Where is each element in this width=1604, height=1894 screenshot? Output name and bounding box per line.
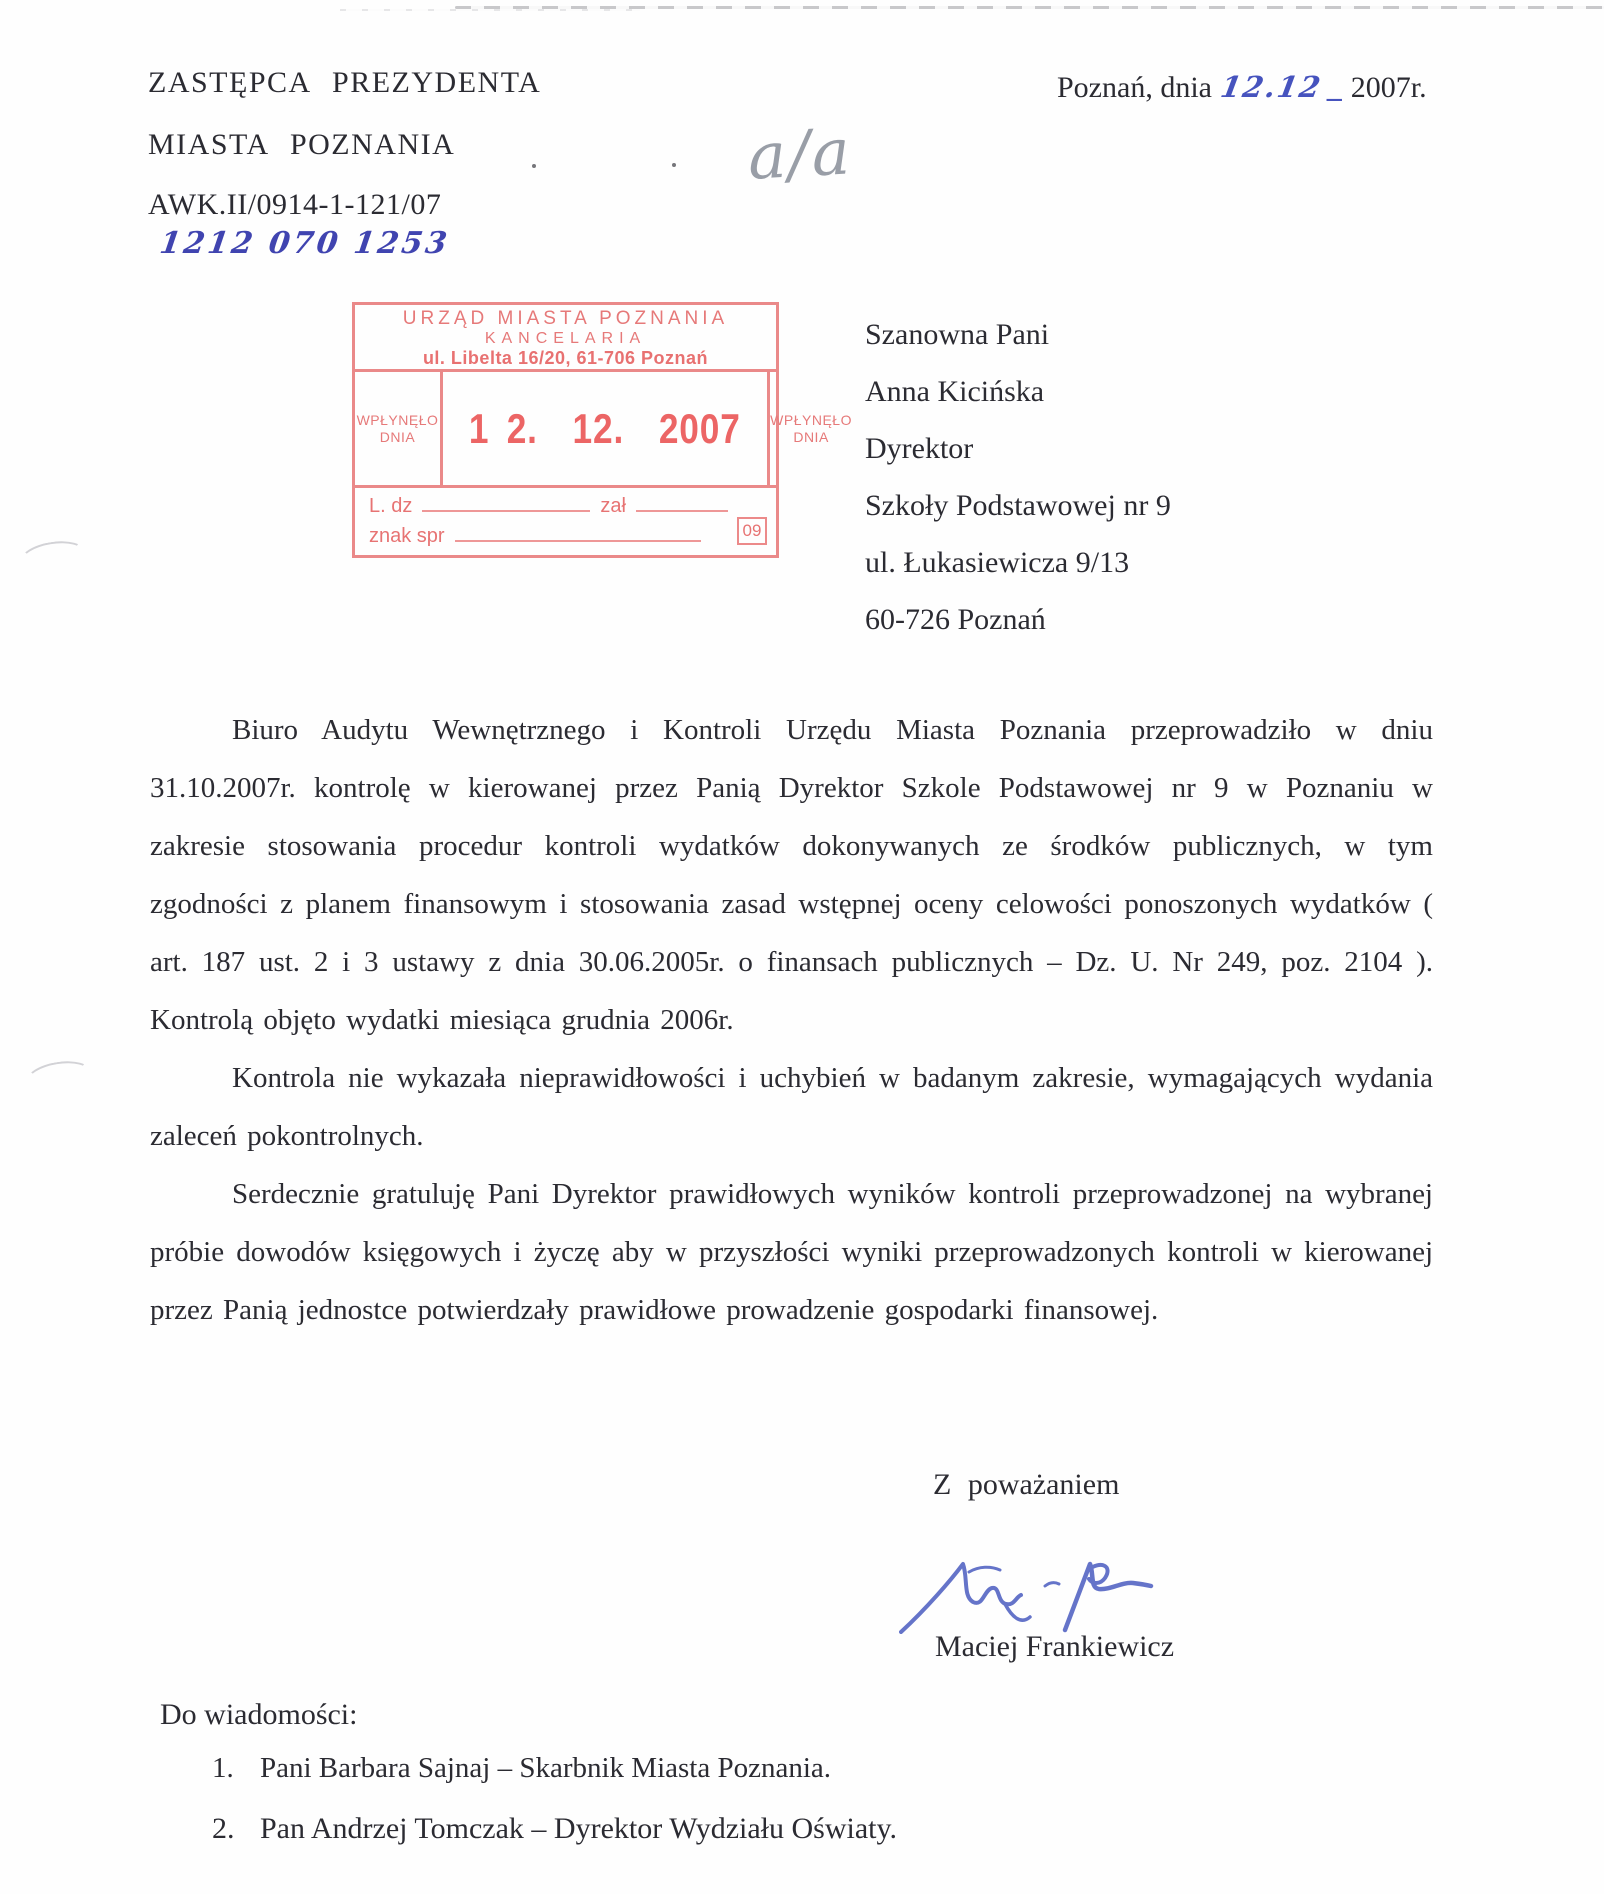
cc-item-1 — [212, 1752, 831, 1785]
cc-label: Do wiadomości: — [160, 1698, 358, 1731]
recipient-name: Anna Kicińska — [865, 375, 1045, 408]
stamp-zal-label: zał — [600, 495, 626, 517]
stamp-footer — [355, 488, 776, 552]
cc-item-2-number: 2. — [212, 1812, 235, 1845]
recipient-street: ul. Łukasiewicza 9/13 — [865, 546, 1130, 579]
dateline-prefix: Poznań, dnia — [1057, 71, 1212, 104]
valediction: Z poważaniem — [933, 1468, 1120, 1501]
stamp-received-label-right: WPŁYNĘŁO DNIA — [767, 372, 853, 485]
recipient-address-block — [865, 306, 1171, 648]
stamp-header — [355, 305, 776, 372]
recipient-salutation: Szanowna Pani — [865, 318, 1050, 351]
cc-item-1-text: Pani Barbara Sajnaj – Skarbnik Miasta Poznania. — [260, 1752, 832, 1784]
case-reference-number: AWK.II/0914-1-121/07 — [148, 188, 442, 221]
cc-item-2 — [212, 1812, 897, 1846]
stamp-ldz-label: L. dz — [369, 495, 413, 517]
stamp-office-name: URZĄD MIASTA POZNANIA — [402, 308, 729, 329]
scan-speck — [672, 163, 676, 167]
cc-item-2-text: Pan Andrzej Tomczak – Dyrektor Wydziału Oświaty. — [260, 1812, 898, 1845]
letter-body — [150, 701, 1433, 1339]
scan-artifact-line-faint — [340, 9, 640, 11]
handwritten-dash: _ — [1326, 71, 1342, 104]
dateline-year: 2007r. — [1350, 71, 1427, 104]
handwritten-aa-annotation: a/a — [746, 115, 854, 195]
stamp-received-label-left: WPŁYNĘŁO DNIA — [355, 372, 443, 485]
scan-artifact-arc — [24, 1057, 94, 1097]
recipient-institution: Szkoły Podstawowej nr 9 — [865, 489, 1171, 522]
stamp-zal-blank-line — [636, 497, 728, 512]
scan-speck — [532, 164, 536, 168]
handwritten-registry-number: 1212 070 1253 — [157, 226, 452, 261]
body-paragraph-1: Biuro Audytu Wewnętrznego i Kontroli Urzędu Miasta Poznania przeprowadziło w dniu 31.10.2007r. kontrolę w kierowanej przez Panią Dyrektor Szkole Podstawowej nr 9 w Poznaniu w zakresie stosowania procedur kontroli wydatków dokonywanych ze środków publicznych, w tym zgodności z planem finansowym i stosowania zasad wstępnej oceny celowości ponoszonych wydatków ( art. 187 ust. 2 i 3 ustawy z dnia 30.06.2005r. o finansach publicznych – Dz. U. Nr 249, poz. 2104 ). Kontrolą objęto wydatki miesiąca grudnia 2006r. — [150, 714, 1433, 1036]
cc-item-1-number: 1. — [212, 1752, 234, 1784]
handwritten-date: 12.12 — [1217, 70, 1325, 104]
sender-title-line2: MIASTA POZNANIA — [148, 128, 456, 161]
stamp-department: KANCELARIA — [484, 330, 647, 347]
stamp-date: 1 2. 12. 2007 — [468, 404, 741, 452]
stamp-address: ul. Libelta 16/20, 61-706 Poznań — [422, 348, 709, 368]
stamp-date-row — [355, 372, 852, 488]
recipient-city: 60-726 Poznań — [865, 603, 1046, 636]
stamp-znak-blank-line — [455, 527, 701, 542]
sender-title-line1: ZASTĘPCA PREZYDENTA — [148, 66, 542, 99]
office-received-stamp — [352, 302, 852, 558]
body-paragraph-3: Serdecznie gratuluję Pani Dyrektor prawidłowych wyników kontroli przeprowadzonej na wybranej próbie dowodów księgowych i życzę aby w przyszłości wyniki przeprowadzonych kontroli w kierowanej przez Panią jednostce potwierdzały prawidłowe prowadzenie gospodarki finansowej. — [150, 1178, 1433, 1326]
stamp-code-badge: 09 — [737, 517, 767, 545]
recipient-title: Dyrektor — [865, 432, 974, 465]
stamp-znak-label: znak spr — [369, 525, 445, 547]
stamp-ldz-blank-line — [422, 497, 590, 512]
signer-name: Maciej Frankiewicz — [935, 1630, 1175, 1663]
body-paragraph-2: Kontrola nie wykazała nieprawidłowości i uchybień w badanym zakresie, wymagających wydania zaleceń pokontrolnych. — [150, 1062, 1433, 1152]
scan-artifact-arc — [18, 537, 88, 577]
handwritten-signature — [893, 1544, 1155, 1640]
place-and-date-line — [1057, 70, 1427, 105]
